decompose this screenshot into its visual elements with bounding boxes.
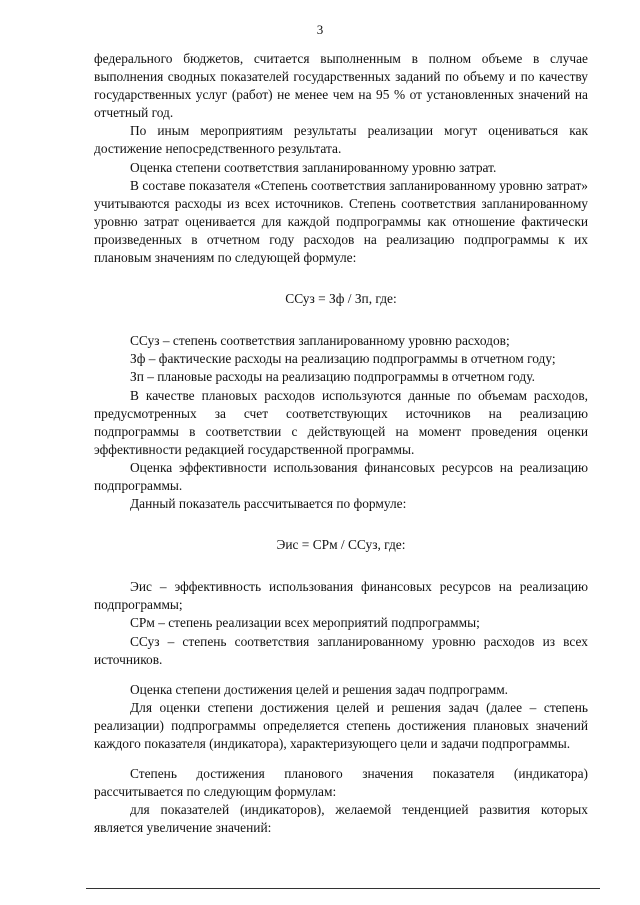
definition: ССуз – степень соответствия запланированному уровню расходов; (130, 333, 510, 349)
document-body (94, 50, 588, 837)
paragraph: федерального бюджетов, считается выполненным в полном объеме в случае выполнения сводных показателей государственных заданий по объему и по качеству государственных услуг (работ) не менее чем на 95 % от установленных значений на отчетный год. (94, 51, 588, 121)
definition: СРм – степень реализации всех мероприятий подпрограммы; (130, 615, 480, 631)
section-heading: Оценка степени соответствия запланированному уровню затрат. (130, 159, 497, 175)
paragraph: По иным мероприятиям результаты реализации могут оцениваться как достижение непосредственного результата. (94, 123, 588, 157)
definition: ССуз – степень соответствия запланированному уровню расходов из всех источников. (94, 633, 588, 667)
definition: Эис – эффективность использования финансовых ресурсов на реализацию подпрограммы; (94, 579, 588, 613)
paragraph: В качестве плановых расходов используются данные по объемам расходов, предусмотренных за счет соответствующих источников на реализацию подпрограммы в соответствии с действующей на момент проведения оценки эффективности редакцией государственной программы. (94, 387, 588, 457)
section-heading: Оценка эффективности использования финансовых ресурсов на реализацию подпрограммы. (94, 459, 588, 493)
section-heading: Оценка степени достижения целей и решения задач подпрограмм. (130, 681, 509, 697)
scan-edge-line (86, 888, 600, 889)
definition: Зп – плановые расходы на реализацию подпрограммы в отчетном году. (130, 369, 535, 385)
formula: ССуз = Зф / Зп, где: (285, 291, 397, 307)
paragraph: Для оценки степени достижения целей и решения задач (далее – степень реализации) подпрограммы определяется степень достижения плановых значений каждого показателя (индикатора), характеризующего цели и задачи подпрограммы. (94, 699, 588, 751)
paragraph: для показателей (индикаторов), желаемой тенденцией развития которых является увеличение значений: (94, 802, 588, 836)
formula: Эис = СРм / ССуз, где: (276, 537, 406, 553)
paragraph: Данный показатель рассчитывается по формуле: (130, 496, 407, 512)
page-number: 3 (316, 22, 324, 37)
paragraph: В составе показателя «Степень соответствия запланированному уровню затрат» учитываются расходы из всех источников. Степень соответствия запланированному уровню затрат оценивается для каждой подпрограммы как отношение фактически произведенных в отчетном году расходов на реализацию подпрограммы к их плановым значениям по следующей формуле: (94, 177, 588, 266)
definition: Зф – фактические расходы на реализацию подпрограммы в отчетном году; (130, 351, 556, 367)
paragraph: Степень достижения планового значения показателя (индикатора) рассчитывается по следующим формулам: (94, 766, 588, 800)
